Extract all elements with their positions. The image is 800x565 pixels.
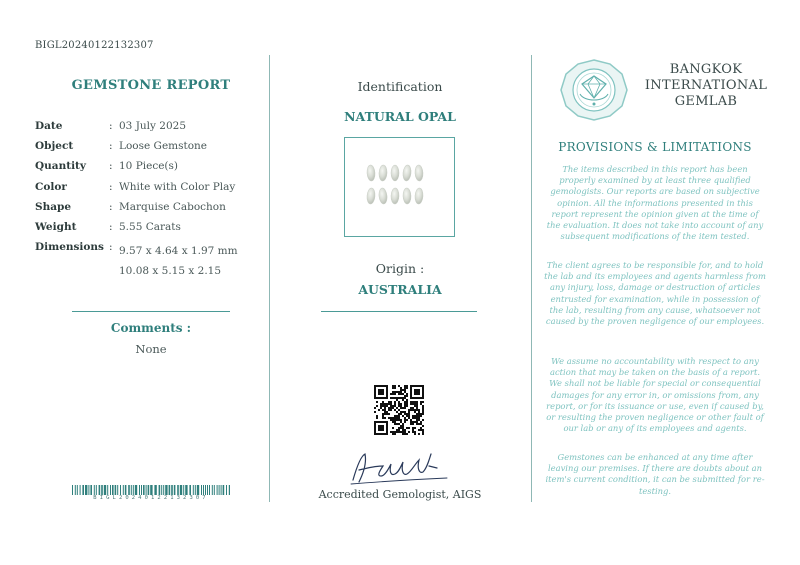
field-colon: : bbox=[109, 180, 113, 193]
field-value: Marquise Cabochon bbox=[119, 200, 226, 213]
identification-value: NATURAL OPAL bbox=[344, 109, 456, 124]
field-colon: : bbox=[109, 220, 113, 233]
field-colon: : bbox=[109, 200, 113, 213]
identification-label: Identification bbox=[357, 79, 443, 94]
lab-name-line-3: GEMLAB bbox=[674, 94, 738, 109]
field-value: 03 July 2025 bbox=[119, 120, 187, 132]
gemologist-signature bbox=[345, 446, 455, 488]
opal-stones-image bbox=[345, 138, 454, 236]
barcode-text: BIGL20240122132307 bbox=[93, 495, 209, 501]
provisions-paragraph-1: The items described in this report has been properly examined by at least three qualified gemologists. Our reports are based on subjective opinion. All the informations presented in this report represent the opinion given at the time of the evaluation. It does not take into account of any subsequent modifications of the item tested. bbox=[546, 164, 764, 242]
gemlab-seal-logo bbox=[558, 58, 630, 122]
divider-middle bbox=[321, 311, 477, 312]
gemologist-title: Accredited Gemologist, AIGS bbox=[318, 488, 482, 501]
field-value: White with Color Play bbox=[119, 180, 236, 193]
lab-name-line-1: BANGKOK bbox=[669, 62, 743, 77]
origin-value: AUSTRALIA bbox=[358, 282, 442, 297]
field-value: Loose Gemstone bbox=[119, 140, 208, 153]
field-value bbox=[119, 241, 238, 281]
comments-title: Comments : bbox=[110, 321, 192, 335]
report-number: BIGL20240122132307 bbox=[35, 40, 154, 51]
comments-value: None bbox=[135, 342, 167, 356]
lab-name-line-2: INTERNATIONAL bbox=[644, 78, 768, 93]
field-colon: : bbox=[109, 140, 113, 153]
qr-code bbox=[374, 385, 424, 435]
field-value: 5.55 Carats bbox=[119, 220, 181, 233]
provisions-title: PROVISIONS & LIMITATIONS bbox=[558, 140, 752, 154]
field-label: Color bbox=[35, 180, 67, 193]
report-title: GEMSTONE REPORT bbox=[71, 78, 231, 93]
dimension-line-2: 10.08 x 5.15 x 2.15 bbox=[119, 265, 222, 278]
field-label: Weight bbox=[35, 220, 77, 233]
barcode bbox=[72, 485, 230, 495]
field-label: Quantity bbox=[35, 160, 87, 173]
field-label: Object bbox=[35, 140, 74, 153]
provisions-paragraph-3: We assume no accountability with respect to any action that may be taken on the basis of a report. We shall not be liable for special or consequential damages for any error in, or omissions from, any report, or for its issuance or use, even if caused by, or resulting the proven negligence or other fault of our lab or any of its employees and agents. bbox=[546, 356, 764, 434]
field-label: Dimensions bbox=[35, 241, 104, 253]
provisions-paragraph-2: The client agrees to be responsible for, and to hold the lab and its employees and agents harmless from any injury, loss, damage or destruction of articles entrusted for examination, while in possession of the lab, resulting from any cause, whatsoever not caused by the proven negligence of our employees. bbox=[544, 260, 766, 327]
panel-divider-left bbox=[269, 55, 270, 502]
field-label: Date bbox=[35, 120, 63, 132]
dimension-line-1: 9.57 x 4.64 x 1.97 mm bbox=[119, 245, 238, 257]
field-colon: : bbox=[109, 120, 113, 132]
field-label: Shape bbox=[35, 200, 72, 213]
field-value: 10 Piece(s) bbox=[119, 160, 179, 173]
panel-divider-right bbox=[531, 55, 532, 502]
divider-left bbox=[72, 311, 230, 312]
gemstone-photo bbox=[344, 137, 455, 237]
field-colon: : bbox=[109, 241, 113, 253]
origin-label: Origin : bbox=[375, 261, 425, 276]
field-colon: : bbox=[109, 160, 113, 173]
lab-name bbox=[636, 62, 776, 110]
provisions-paragraph-4: Gemstones can be enhanced at any time after leaving our premises. If there are doubts about an item's current condition, it can be submitted for re-testing. bbox=[545, 452, 765, 496]
